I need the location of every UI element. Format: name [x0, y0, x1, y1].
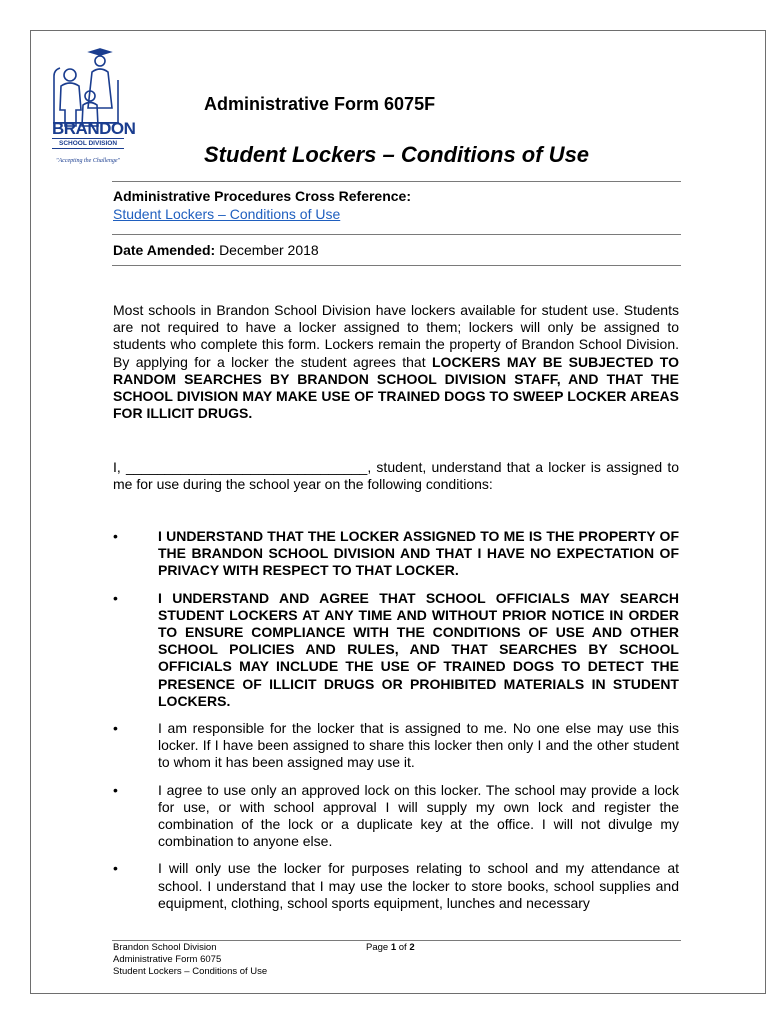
- footer-line: Student Lockers – Conditions of Use: [113, 966, 268, 977]
- conditions-list: [113, 528, 679, 912]
- date-amended: [113, 242, 319, 258]
- date-amended-label: Date Amended:: [113, 242, 216, 258]
- intro-paragraph: [113, 302, 679, 422]
- list-item: [113, 590, 679, 710]
- page-prefix: Page: [366, 942, 389, 953]
- list-item: [113, 860, 679, 912]
- logo-wordmark: [52, 119, 136, 149]
- condition-text: I am responsible for the locker that is assigned to me. No one else may use this locker. If I have been assigned to share this locker then only I and the other student to whom it has been assigned may use it.: [158, 720, 679, 771]
- footer-line: Brandon School Division: [113, 942, 217, 953]
- bullet-icon: •: [113, 528, 118, 544]
- list-item: [113, 720, 679, 772]
- condition-text: I will only use the locker for purposes relating to school and my attendance at school. I understand that I may use the locker to store books, school supplies and equipment, clothing, school sports equipment, lunches and necessary: [158, 860, 679, 911]
- page-title: Student Lockers – Conditions of Use: [204, 142, 590, 167]
- footer-divider: [112, 940, 681, 941]
- divider: [112, 265, 681, 266]
- bullet-icon: •: [113, 720, 118, 737]
- list-item: [113, 528, 679, 580]
- logo-tagline: "Accepting the Challenge": [55, 158, 121, 164]
- cross-reference-link[interactable]: Student Lockers – Conditions of Use: [113, 206, 341, 222]
- condition-text: I agree to use only an approved lock on this locker. The school may provide a lock for use, or with school approval I will supply my own lock and register the combination of the lock or a duplicate key at the office. I will not divulge my combination to anyone else.: [158, 781, 679, 850]
- page-current: 1: [390, 942, 397, 953]
- list-item: [113, 782, 679, 851]
- bullet-icon: •: [113, 589, 118, 606]
- cross-reference-label: Administrative Procedures Cross Reference:: [113, 188, 411, 204]
- footer-info: [113, 942, 267, 978]
- intro-bold-text: LOCKERS MAY BE SUBJECTED TO RANDOM SEARCHES BY BRANDON SCHOOL DIVISION STAFF, AND THAT THE SCHOOL DIVISION MAY MAKE USE OF TRAINED DOGS TO SWEEP LOCKER AREAS FOR ILLICIT DRUGS.: [113, 353, 679, 422]
- declaration-paragraph: I, _______________________________, student, understand that a locker is assigned to me for use during the school year on the following conditions:: [113, 459, 679, 493]
- page-number: [366, 942, 415, 953]
- logo-name: BRANDON: [52, 119, 136, 138]
- page-of: of: [398, 942, 407, 953]
- intro-text: Most schools in Brandon School Division have lockers available for student use. Students are not required to have a locker assigned to them; lockers will only be assigned to students who complete this form. Lockers remain the property of Brandon School Division. By applying for a locker the student agrees that: [113, 302, 679, 370]
- logo-sub: SCHOOL DIVISION: [52, 138, 124, 149]
- condition-text: I UNDERSTAND AND AGREE THAT SCHOOL OFFICIALS MAY SEARCH STUDENT LOCKERS AT ANY TIME AND WITHOUT PRIOR NOTICE IN ORDER TO ENSURE COMPLIANCE WITH THE CONDITIONS OF USE AND OTHER SCHOOL POLICIES AND RULES, AND THAT SEARCHES BY SCHOOL OFFICIALS MAY INCLUDE THE USE OF TRAINED DOGS TO DETECT THE PRESENCE OF ILLICIT DRUGS OR PROHIBITED MATERIALS IN STUDENT LOCKERS.: [158, 589, 679, 709]
- divider: [112, 181, 681, 182]
- footer-line: Administrative Form 6075: [113, 954, 222, 965]
- bullet-icon: •: [113, 860, 118, 877]
- page-total: 2: [409, 942, 415, 953]
- bullet-icon: •: [113, 781, 118, 798]
- date-amended-value: December 2018: [219, 242, 319, 258]
- divider: [112, 234, 681, 235]
- form-title: Administrative Form 6075F: [204, 94, 436, 114]
- condition-text: I UNDERSTAND THAT THE LOCKER ASSIGNED TO ME IS THE PROPERTY OF THE BRANDON SCHOOL DIVISION AND THAT I HAVE NO EXPECTATION OF PRIVACY WITH RESPECT TO THAT LOCKER.: [158, 528, 679, 579]
